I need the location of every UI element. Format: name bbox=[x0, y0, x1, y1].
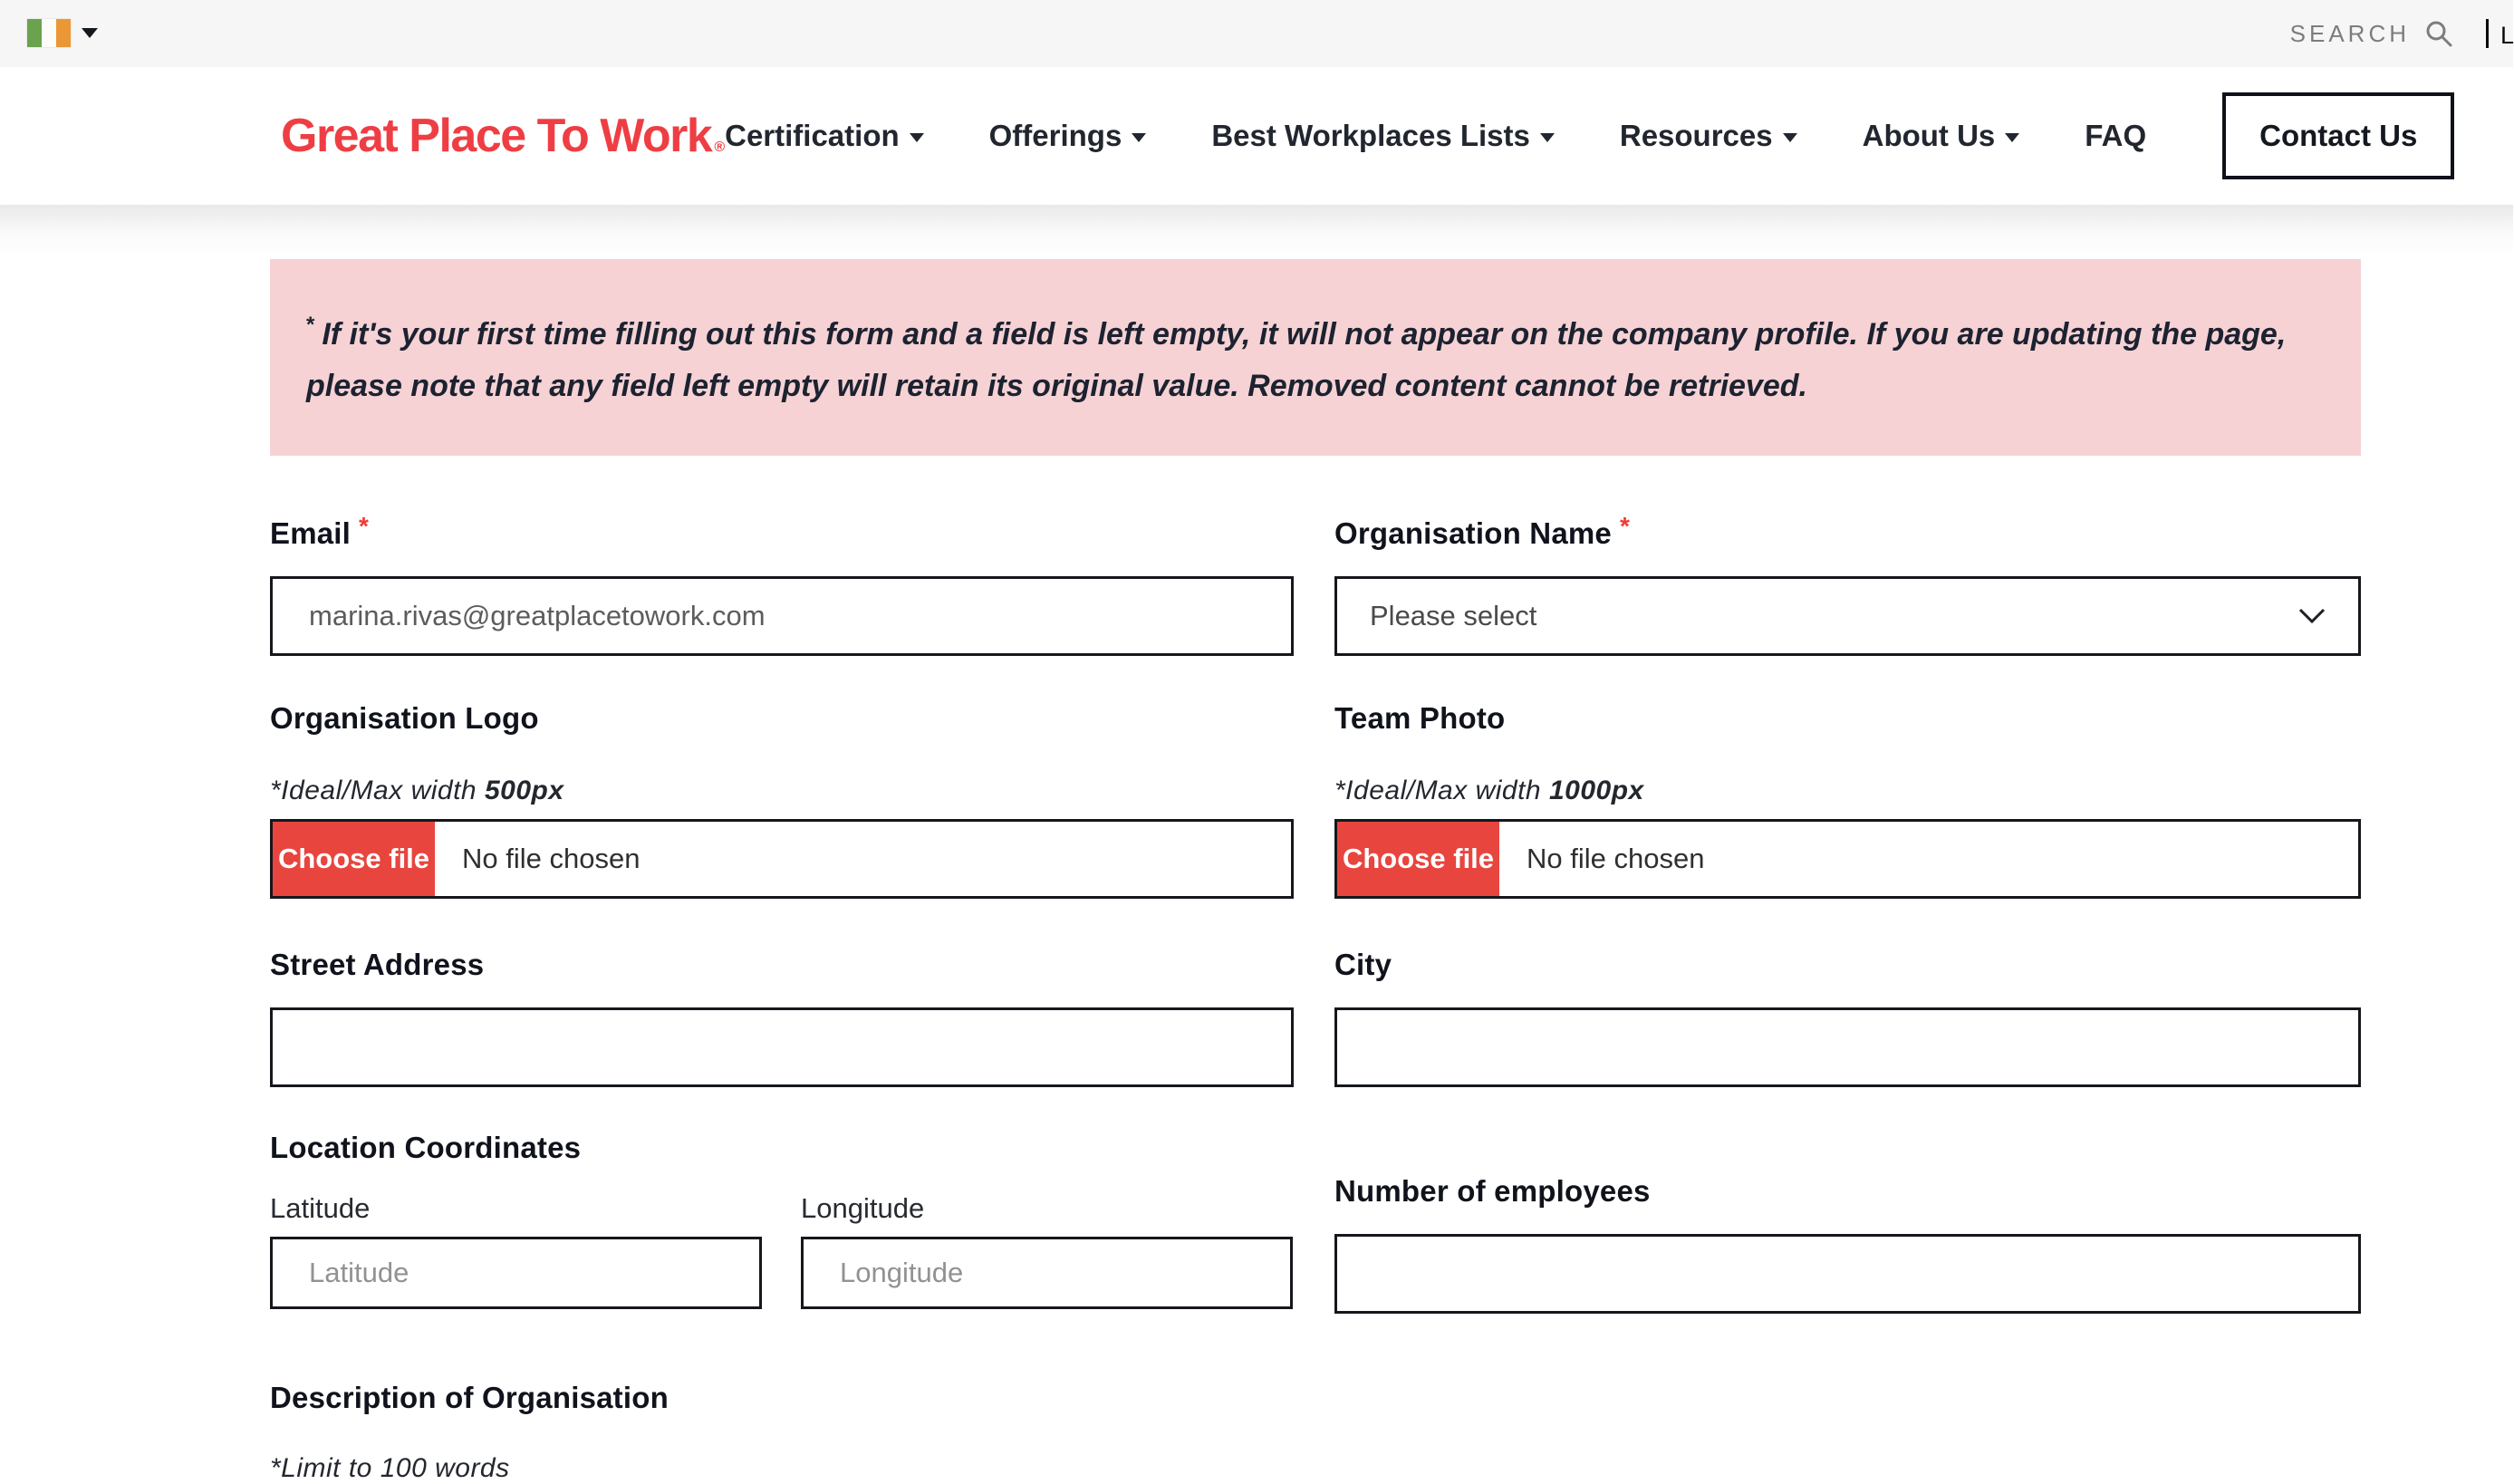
number-of-employees-field[interactable] bbox=[1334, 1234, 2361, 1314]
team-photo-hint: *Ideal/Max width 1000px bbox=[1334, 776, 1644, 805]
registered-mark: ® bbox=[714, 140, 726, 155]
description-group bbox=[270, 1381, 1294, 1484]
chevron-down-icon bbox=[1540, 133, 1555, 142]
language-selector[interactable] bbox=[27, 19, 98, 47]
organisation-logo-hint: *Ideal/Max width 500px bbox=[270, 776, 564, 805]
topbar-divider bbox=[2486, 19, 2489, 48]
nav-item-best-workplaces-lists[interactable] bbox=[1211, 119, 1555, 153]
nav-label: Resources bbox=[1619, 119, 1773, 152]
chevron-down-icon bbox=[82, 28, 98, 38]
select-value: Please select bbox=[1370, 600, 1537, 631]
search-label: SEARCH bbox=[2289, 19, 2410, 47]
team-photo-file-input[interactable] bbox=[1334, 819, 2361, 899]
chevron-down-icon bbox=[2298, 608, 2326, 624]
team-photo-label: Team Photo bbox=[1334, 701, 1506, 735]
city-label: City bbox=[1334, 948, 1392, 981]
nav-label: About Us bbox=[1862, 119, 1996, 152]
file-status: No file chosen bbox=[1527, 843, 1705, 874]
logo-text: Great Place To Work bbox=[281, 110, 712, 162]
form-grid bbox=[270, 512, 2361, 1484]
longitude-label: Longitude bbox=[801, 1192, 925, 1224]
number-of-employees-label: Number of employees bbox=[1334, 1174, 1651, 1208]
chevron-down-icon bbox=[1783, 133, 1797, 142]
team-photo-group bbox=[1334, 701, 2361, 899]
main-navigation bbox=[0, 67, 2513, 205]
longitude-field[interactable] bbox=[801, 1237, 1293, 1309]
description-hint: *Limit to 100 words bbox=[270, 1453, 510, 1483]
city-group bbox=[1334, 948, 2361, 1087]
nav-item-faq[interactable] bbox=[2085, 119, 2146, 153]
organisation-logo-group bbox=[270, 701, 1294, 899]
nav-item-resources[interactable] bbox=[1620, 119, 1797, 153]
organisation-logo-label: Organisation Logo bbox=[270, 701, 539, 735]
organisation-logo-file-input[interactable] bbox=[270, 819, 1294, 899]
location-coordinates-label: Location Coordinates bbox=[270, 1131, 582, 1164]
latitude-group bbox=[270, 1192, 762, 1309]
organisation-name-group bbox=[1334, 512, 2361, 656]
notice-text bbox=[306, 299, 2317, 412]
latitude-field[interactable] bbox=[270, 1237, 762, 1309]
login-link-partial[interactable]: L bbox=[2500, 22, 2514, 49]
utility-bar bbox=[0, 0, 2513, 67]
file-status: No file chosen bbox=[462, 843, 641, 874]
organisation-name-select[interactable] bbox=[1334, 576, 2361, 656]
coords-row bbox=[270, 1192, 1294, 1309]
latitude-label: Latitude bbox=[270, 1192, 371, 1224]
nav-label: FAQ bbox=[2085, 119, 2147, 152]
notice-banner bbox=[270, 259, 2361, 456]
street-address-field[interactable] bbox=[270, 1007, 1294, 1087]
search-icon bbox=[2424, 19, 2453, 48]
nav-label: Offerings bbox=[988, 119, 1122, 152]
number-of-employees-group bbox=[1334, 1174, 2361, 1314]
nav-label: Certification bbox=[725, 119, 900, 152]
organisation-name-label: Organisation Name * bbox=[1334, 512, 1631, 550]
ireland-flag-icon bbox=[27, 19, 71, 47]
nav-item-offerings[interactable] bbox=[989, 119, 1147, 153]
description-label: Description of Organisation bbox=[270, 1381, 669, 1414]
chevron-down-icon bbox=[910, 133, 924, 142]
gptw-logo[interactable] bbox=[281, 109, 725, 163]
street-address-group bbox=[270, 948, 1294, 1087]
nav-item-certification[interactable] bbox=[725, 119, 924, 153]
notice-asterisk: * bbox=[306, 313, 315, 337]
location-coordinates-group bbox=[270, 1131, 1294, 1309]
nav-shadow bbox=[0, 205, 2513, 257]
email-field[interactable] bbox=[270, 576, 1294, 656]
nav-item-about-us[interactable] bbox=[1863, 119, 2020, 153]
email-label: Email * bbox=[270, 512, 370, 550]
nav-menu bbox=[725, 119, 2146, 153]
required-asterisk: * bbox=[359, 512, 370, 540]
search-button[interactable] bbox=[2290, 19, 2453, 48]
chevron-down-icon bbox=[2005, 133, 2019, 142]
email-group bbox=[270, 512, 1294, 656]
nav-label: Best Workplaces Lists bbox=[1211, 119, 1530, 152]
choose-file-button[interactable]: Choose file bbox=[1337, 822, 1499, 896]
notice-body: If it's your first time filling out this form and a field is left empty, it will not appear on the company profile. If you are updating the page, please note that any field left empty will retain its original value. Removed content cannot be retrieved. bbox=[306, 317, 2287, 403]
contact-us-button[interactable]: Contact Us bbox=[2222, 92, 2454, 179]
longitude-group bbox=[801, 1192, 1293, 1309]
street-address-label: Street Address bbox=[270, 948, 485, 981]
chevron-down-icon bbox=[1132, 133, 1146, 142]
required-asterisk: * bbox=[1619, 512, 1631, 540]
form-page bbox=[270, 259, 2361, 1484]
city-field[interactable] bbox=[1334, 1007, 2361, 1087]
choose-file-button[interactable]: Choose file bbox=[273, 822, 435, 896]
